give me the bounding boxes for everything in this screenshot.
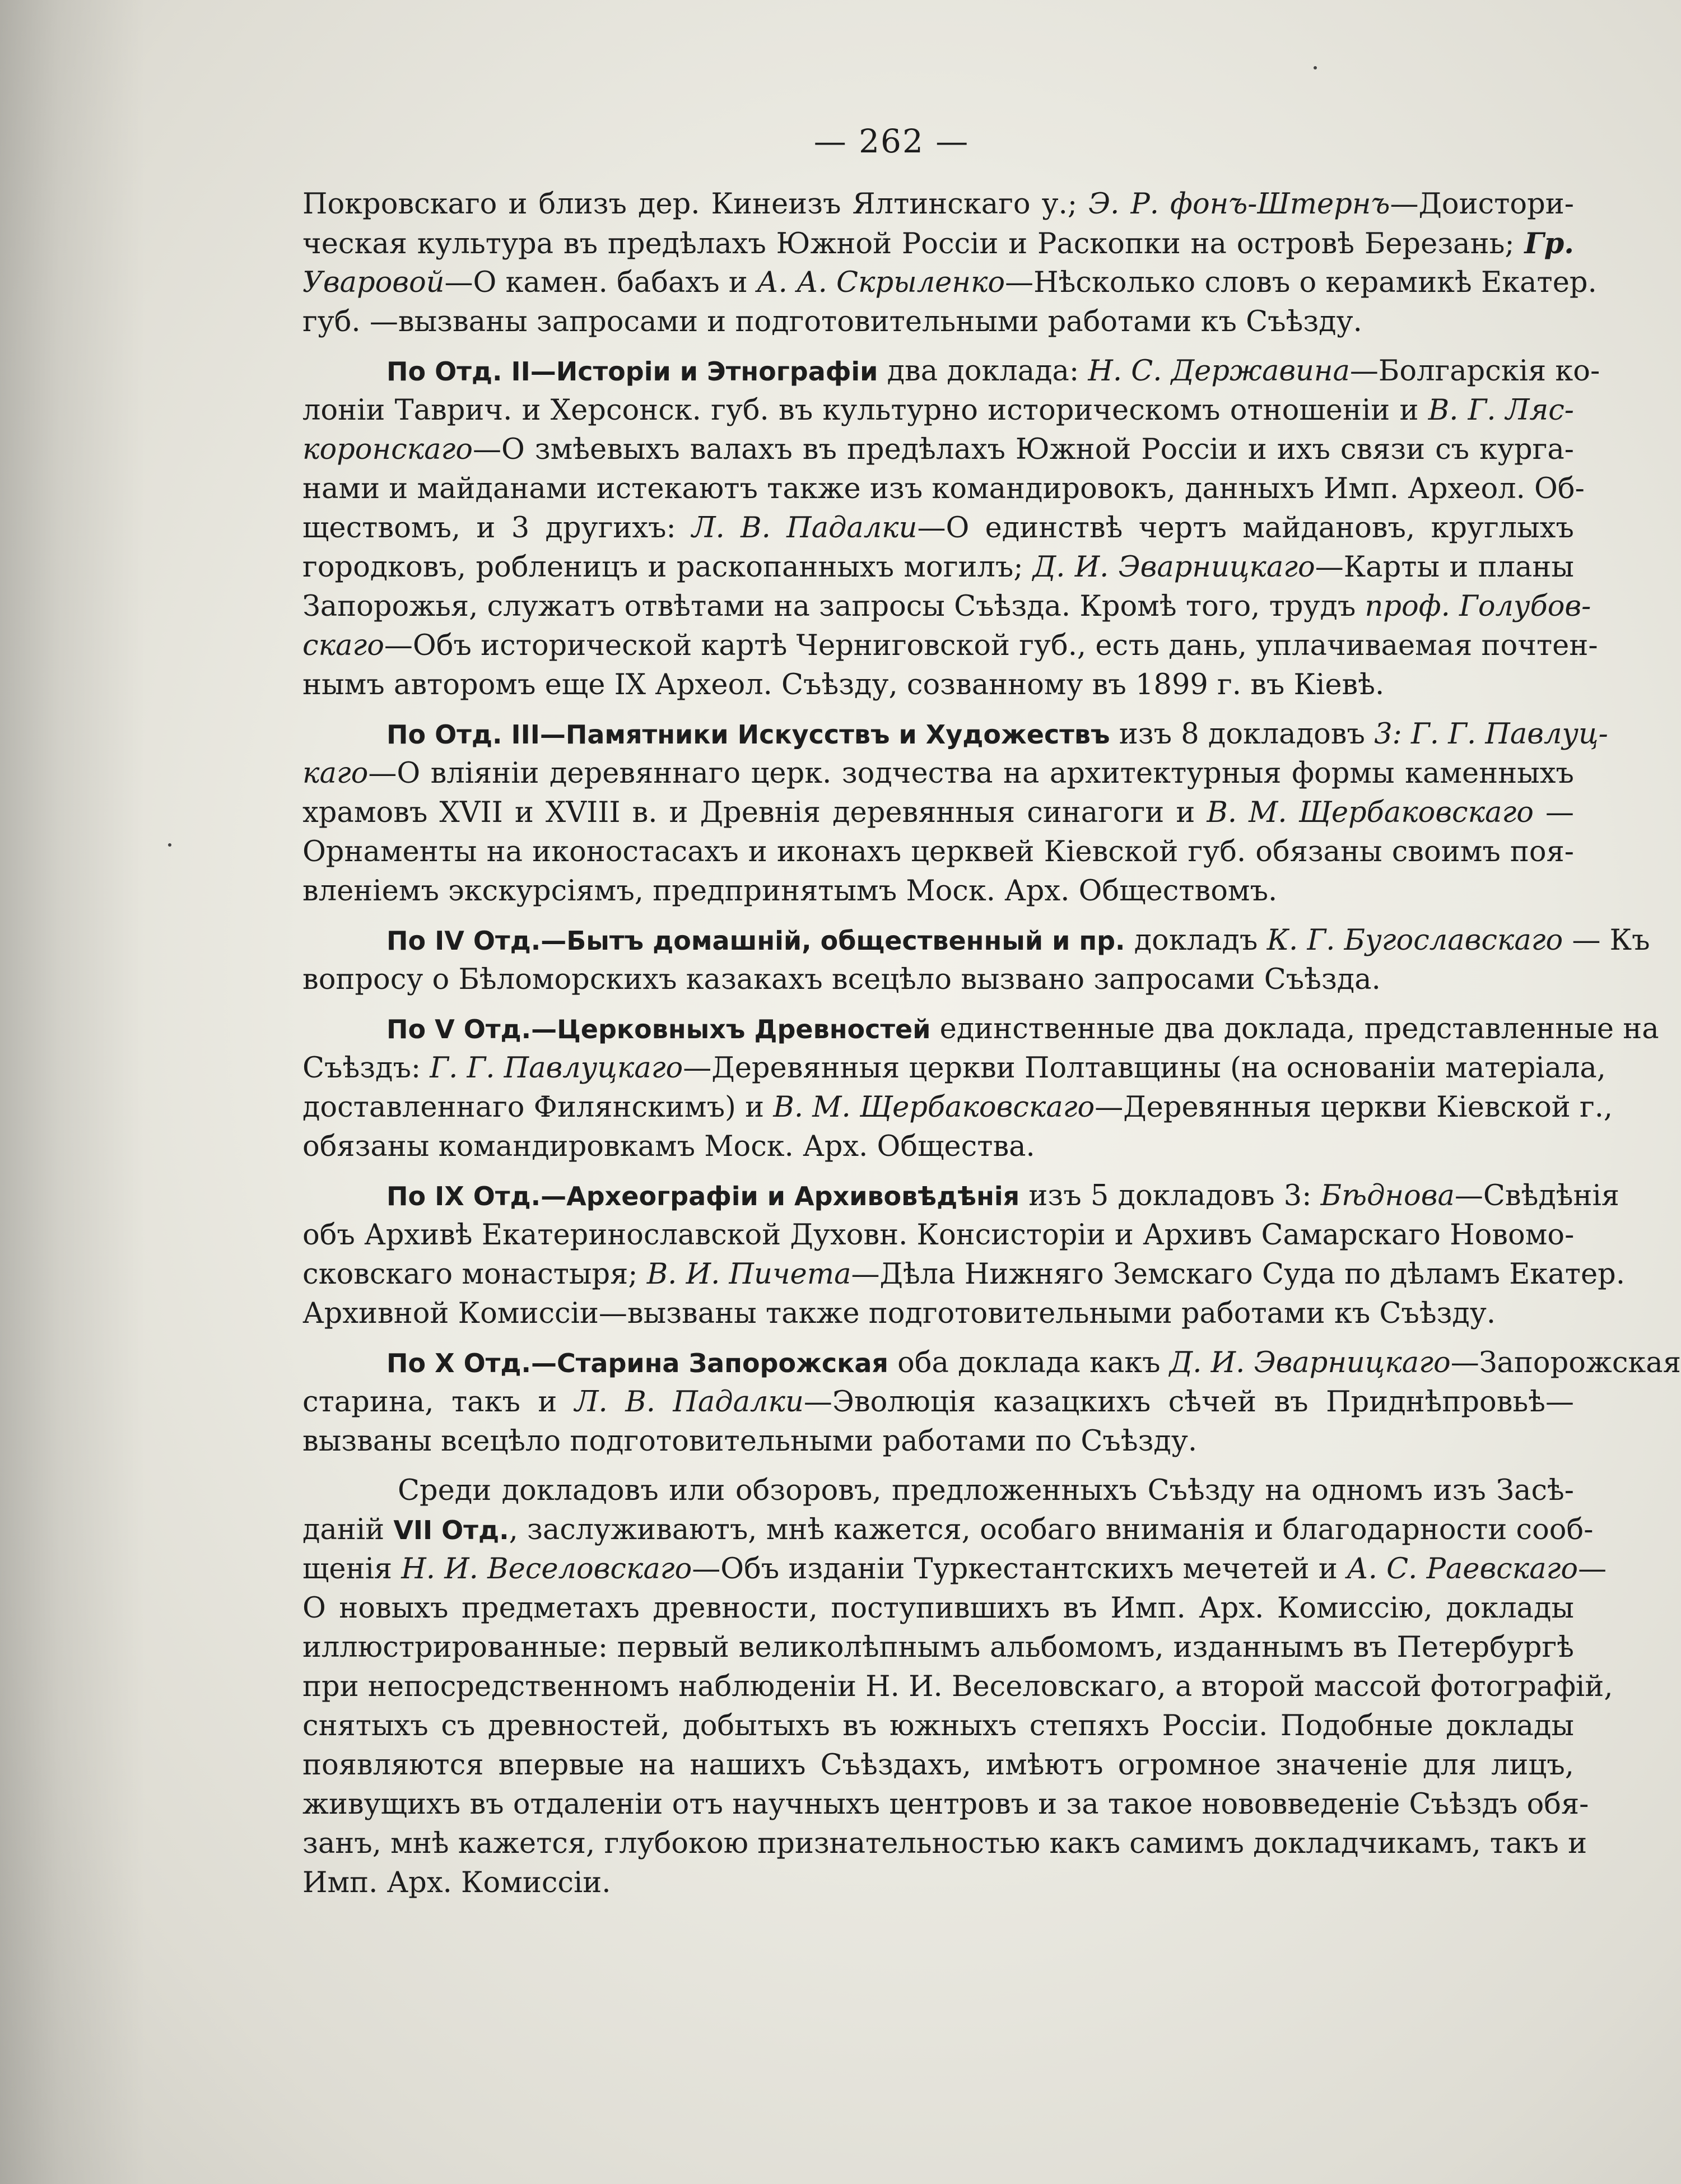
text-run: два доклада: — [878, 355, 1088, 388]
text-run: изъ 8 докладовъ — [1110, 718, 1375, 751]
text-run: ществомъ, и 3 другихъ: — [302, 512, 692, 545]
section-heading-line — [302, 352, 1600, 391]
text-line — [302, 587, 1591, 626]
text-line — [302, 1707, 1574, 1746]
section-heading: По IV Отд.—Бытъ домашній, общественный и пр. — [387, 926, 1125, 956]
section-heading-line — [302, 921, 1650, 960]
text-run: вопросу о Бѣломорскихъ казакахъ всецѣло вызвано запросами Съѣзда. — [302, 963, 1381, 996]
author-name: Д. И. Эварницкаго — [1032, 551, 1315, 584]
text-run: лоніи Таврич. и Херсонск. губ. въ культурно историческомъ отношеніи и — [302, 394, 1428, 427]
text-line — [302, 509, 1574, 548]
text-line — [302, 793, 1574, 833]
author-name: Уваровой — [302, 266, 445, 299]
page-number: — 262 — — [813, 122, 970, 160]
text-line — [302, 1088, 1613, 1127]
text-run: —Доистори- — [1390, 188, 1574, 221]
text-run: единственные два доклада, представленные на — [930, 1012, 1659, 1045]
text-run: оба доклада какъ — [888, 1346, 1170, 1379]
text-line — [302, 1216, 1574, 1255]
text-line — [302, 626, 1598, 666]
text-run: —Дѣла Нижняго Земскаго Суда по дѣламъ Екатер. — [851, 1258, 1626, 1291]
text-run: —Объ изданіи Туркестантскихъ мечетей и — [692, 1553, 1347, 1586]
text-run: щенія — [302, 1553, 402, 1586]
text-run: докладъ — [1125, 924, 1267, 957]
paper-speck — [1314, 66, 1317, 69]
text-line — [302, 430, 1574, 470]
section-heading-line — [302, 715, 1608, 754]
text-line — [302, 1049, 1607, 1088]
author-name: Гр. — [1524, 227, 1574, 261]
text-run: сковскаго монастыря; — [302, 1258, 647, 1291]
text-line — [302, 1511, 1594, 1550]
text-run: обязаны командировкамъ Моск. Арх. Общества. — [302, 1130, 1035, 1163]
book-spine-shadow — [0, 0, 146, 2184]
text-line — [302, 1383, 1574, 1422]
text-run: —Свѣдѣнія — [1454, 1179, 1619, 1212]
text-line — [302, 1550, 1607, 1589]
text-line — [302, 263, 1597, 303]
text-run: снятыхъ съ древностей, добытыхъ въ южныхъ степяхъ Россіи. Подобные доклады — [302, 1709, 1574, 1742]
section-heading: По IX Отд.—Археографіи и Архивовѣдѣнія — [387, 1181, 1020, 1211]
author-name: скаго — [302, 629, 384, 662]
text-line — [302, 303, 1574, 342]
text-line — [302, 1667, 1613, 1707]
text-line — [302, 1294, 1574, 1333]
text-line — [302, 872, 1574, 911]
section-heading: По X Отд.—Старина Запорожская — [387, 1348, 888, 1378]
text-line — [302, 960, 1574, 1000]
text-run: при непосредственномъ наблюденіи Н. И. Веселовскаго, а второй массой фотографій, — [302, 1670, 1613, 1703]
section-heading: По V Отд.—Церковныхъ Древностей — [387, 1014, 931, 1044]
author-name: каго — [302, 757, 369, 790]
section-heading: По Отд. II—Исторіи и Этнографіи — [387, 356, 878, 387]
author-name: В. Г. Ляс- — [1428, 394, 1575, 427]
text-run: живущихъ въ отдаленіи отъ научныхъ центровъ и за такое нововведеніе Съѣздъ обя- — [302, 1788, 1589, 1821]
author-name: Бѣднова — [1320, 1179, 1455, 1212]
text-line — [302, 470, 1585, 509]
text-line — [302, 1628, 1574, 1667]
section-heading-line — [302, 1010, 1659, 1049]
text-line — [302, 1864, 1574, 1903]
section-heading-line — [302, 1177, 1619, 1216]
text-run: , заслуживаютъ, мнѣ кажется, особаго вниманія и благодарности сооб- — [509, 1513, 1594, 1546]
text-run: Имп. Арх. Комиссіи. — [302, 1866, 611, 1899]
text-run: занъ, мнѣ кажется, глубокою признательностью какъ самимъ докладчикамъ, такъ и — [302, 1827, 1587, 1860]
text-run: —Деревянныя церкви Кіевской г., — [1095, 1091, 1613, 1124]
text-run: старина, такъ и — [302, 1386, 575, 1419]
text-run: —Карты и планы — [1315, 551, 1574, 584]
text-run: —Эволюція казацкихъ сѣчей въ Приднѣпровьѣ— — [803, 1386, 1574, 1419]
text-run: Среди докладовъ или обзоровъ, предложенныхъ Съѣзду на одномъ изъ Засѣ- — [398, 1474, 1574, 1507]
text-run: — Къ — [1563, 924, 1650, 957]
author-name: В. И. Пичета — [646, 1258, 851, 1291]
text-run: Запорожья, служатъ отвѣтами на запросы Съѣзда. Кромѣ того, трудъ — [302, 590, 1365, 623]
text-run: — — [1578, 1553, 1607, 1586]
text-run: Орнаменты на иконостасахъ и иконахъ церквей Кіевской губ. обязаны своимъ поя- — [302, 835, 1574, 868]
text-run: —О единствѣ чертъ майдановъ, круглыхъ — [917, 512, 1574, 545]
text-run: —Объ исторической картѣ Черниговской губ., есть дань, уплачиваемая почтен- — [384, 629, 1598, 662]
text-line — [302, 185, 1574, 224]
author-name: Э. Р. фонъ-Штернъ — [1088, 188, 1390, 221]
text-run: иллюстрированные: первый великолѣпнымъ альбомомъ, изданнымъ въ Петербургѣ — [302, 1631, 1574, 1664]
text-run: объ Архивѣ Екатеринославской Духовн. Консисторіи и Архивъ Самарскаго Новомо- — [302, 1219, 1575, 1252]
text-run: городковъ, робленицъ и раскопанныхъ могилъ; — [302, 551, 1033, 584]
text-line — [302, 1422, 1574, 1461]
author-name: Г. Г. Павлуцкаго — [430, 1052, 683, 1085]
text-run: ческая культура въ предѣлахъ Южной Россіи и Раскопки на островѣ Березань; — [302, 227, 1525, 261]
text-run: —Деревянныя церкви Полтавщины (на основаніи матеріала, — [683, 1052, 1607, 1085]
text-line — [302, 833, 1574, 872]
author-name: Н. И. Веселовскаго — [401, 1553, 692, 1586]
author-name: проф. Голубов- — [1365, 590, 1591, 623]
text-line — [302, 224, 1574, 263]
paper-speck — [168, 843, 171, 847]
section-heading: VII Отд. — [393, 1515, 509, 1545]
text-run: изъ 5 докладовъ 3: — [1019, 1179, 1321, 1212]
text-line — [302, 754, 1574, 793]
text-run: —О вліяніи деревяннаго церк. зодчества на архитектурныя формы каменныхъ — [368, 757, 1574, 790]
author-name: Л. В. Падалки — [692, 512, 918, 545]
text-run: даній — [302, 1513, 394, 1546]
author-name: К. Г. Бугославскаго — [1266, 924, 1563, 957]
author-name: В. М. Щербаковскаго — [773, 1091, 1095, 1124]
author-name: Д. И. Эварницкаго — [1169, 1346, 1451, 1379]
text-run: —Запорожская — [1450, 1346, 1681, 1379]
text-run: губ. —вызваны запросами и подготовительными работами къ Съѣзду. — [302, 305, 1362, 338]
text-run: Съѣздъ: — [302, 1052, 430, 1085]
text-run: доставленнаго Филянскимъ) и — [302, 1091, 774, 1124]
text-run: —О змѣевыхъ валахъ въ предѣлахъ Южной Россіи и ихъ связи съ курга- — [473, 433, 1574, 466]
text-run: Архивной Комиссіи—вызваны также подготовительными работами къ Съѣзду. — [302, 1297, 1496, 1330]
text-run: вызваны всецѣло подготовительными работами по Съѣзду. — [302, 1425, 1198, 1458]
text-line — [302, 1127, 1574, 1167]
text-run: —О камен. бабахъ и — [444, 266, 757, 299]
author-name: А. С. Раевскаго — [1347, 1553, 1578, 1586]
text-line — [302, 1785, 1589, 1824]
text-run: появляются впервые на нашихъ Съѣздахъ, имѣютъ огромное значеніе для лицъ, — [302, 1749, 1574, 1782]
section-heading-line — [302, 1344, 1681, 1383]
paragraph-start-line — [302, 1471, 1574, 1511]
text-line — [302, 548, 1574, 587]
section-heading: По Отд. III—Памятники Искусствъ и Художествъ — [387, 719, 1110, 750]
text-line — [302, 1589, 1574, 1628]
author-name: коронскаго — [302, 433, 473, 466]
author-name: Л. В. Падалки — [574, 1386, 804, 1419]
text-line — [302, 391, 1574, 430]
author-name: Н. С. Державина — [1088, 355, 1350, 388]
text-run: О новыхъ предметахъ древности, поступившихъ въ Имп. Арх. Комиссію, доклады — [302, 1592, 1574, 1625]
text-run: Покровскаго и близъ дер. Кинеизъ Ялтинскаго у.; — [302, 188, 1089, 221]
body-text — [302, 185, 1681, 1903]
text-run: нымъ авторомъ еще IX Археол. Съѣзду, созванному въ 1899 г. въ Кіевѣ. — [302, 668, 1385, 701]
author-name: А. А. Скрыленко — [756, 266, 1005, 299]
text-line — [302, 1255, 1626, 1294]
text-line — [302, 1746, 1574, 1785]
text-line — [302, 1824, 1587, 1864]
text-run: —Нѣсколько словъ о керамикѣ Екатер. — [1005, 266, 1597, 299]
text-run: нами и майданами истекаютъ также изъ командировокъ, данныхъ Имп. Археол. Об- — [302, 472, 1585, 505]
text-line — [302, 666, 1574, 705]
author-name: 3: Г. Г. Павлуц- — [1374, 718, 1608, 751]
text-run: храмовъ XVII и XVIII в. и Древнія деревянныя синагоги и — [302, 796, 1207, 829]
text-run: —Болгарскія ко- — [1349, 355, 1600, 388]
text-run: вленіемъ экскурсіямъ, предпринятымъ Моск. Арх. Обществомъ. — [302, 875, 1278, 908]
text-run: — — [1533, 796, 1575, 829]
author-name: В. М. Щербаковскаго — [1207, 796, 1534, 829]
